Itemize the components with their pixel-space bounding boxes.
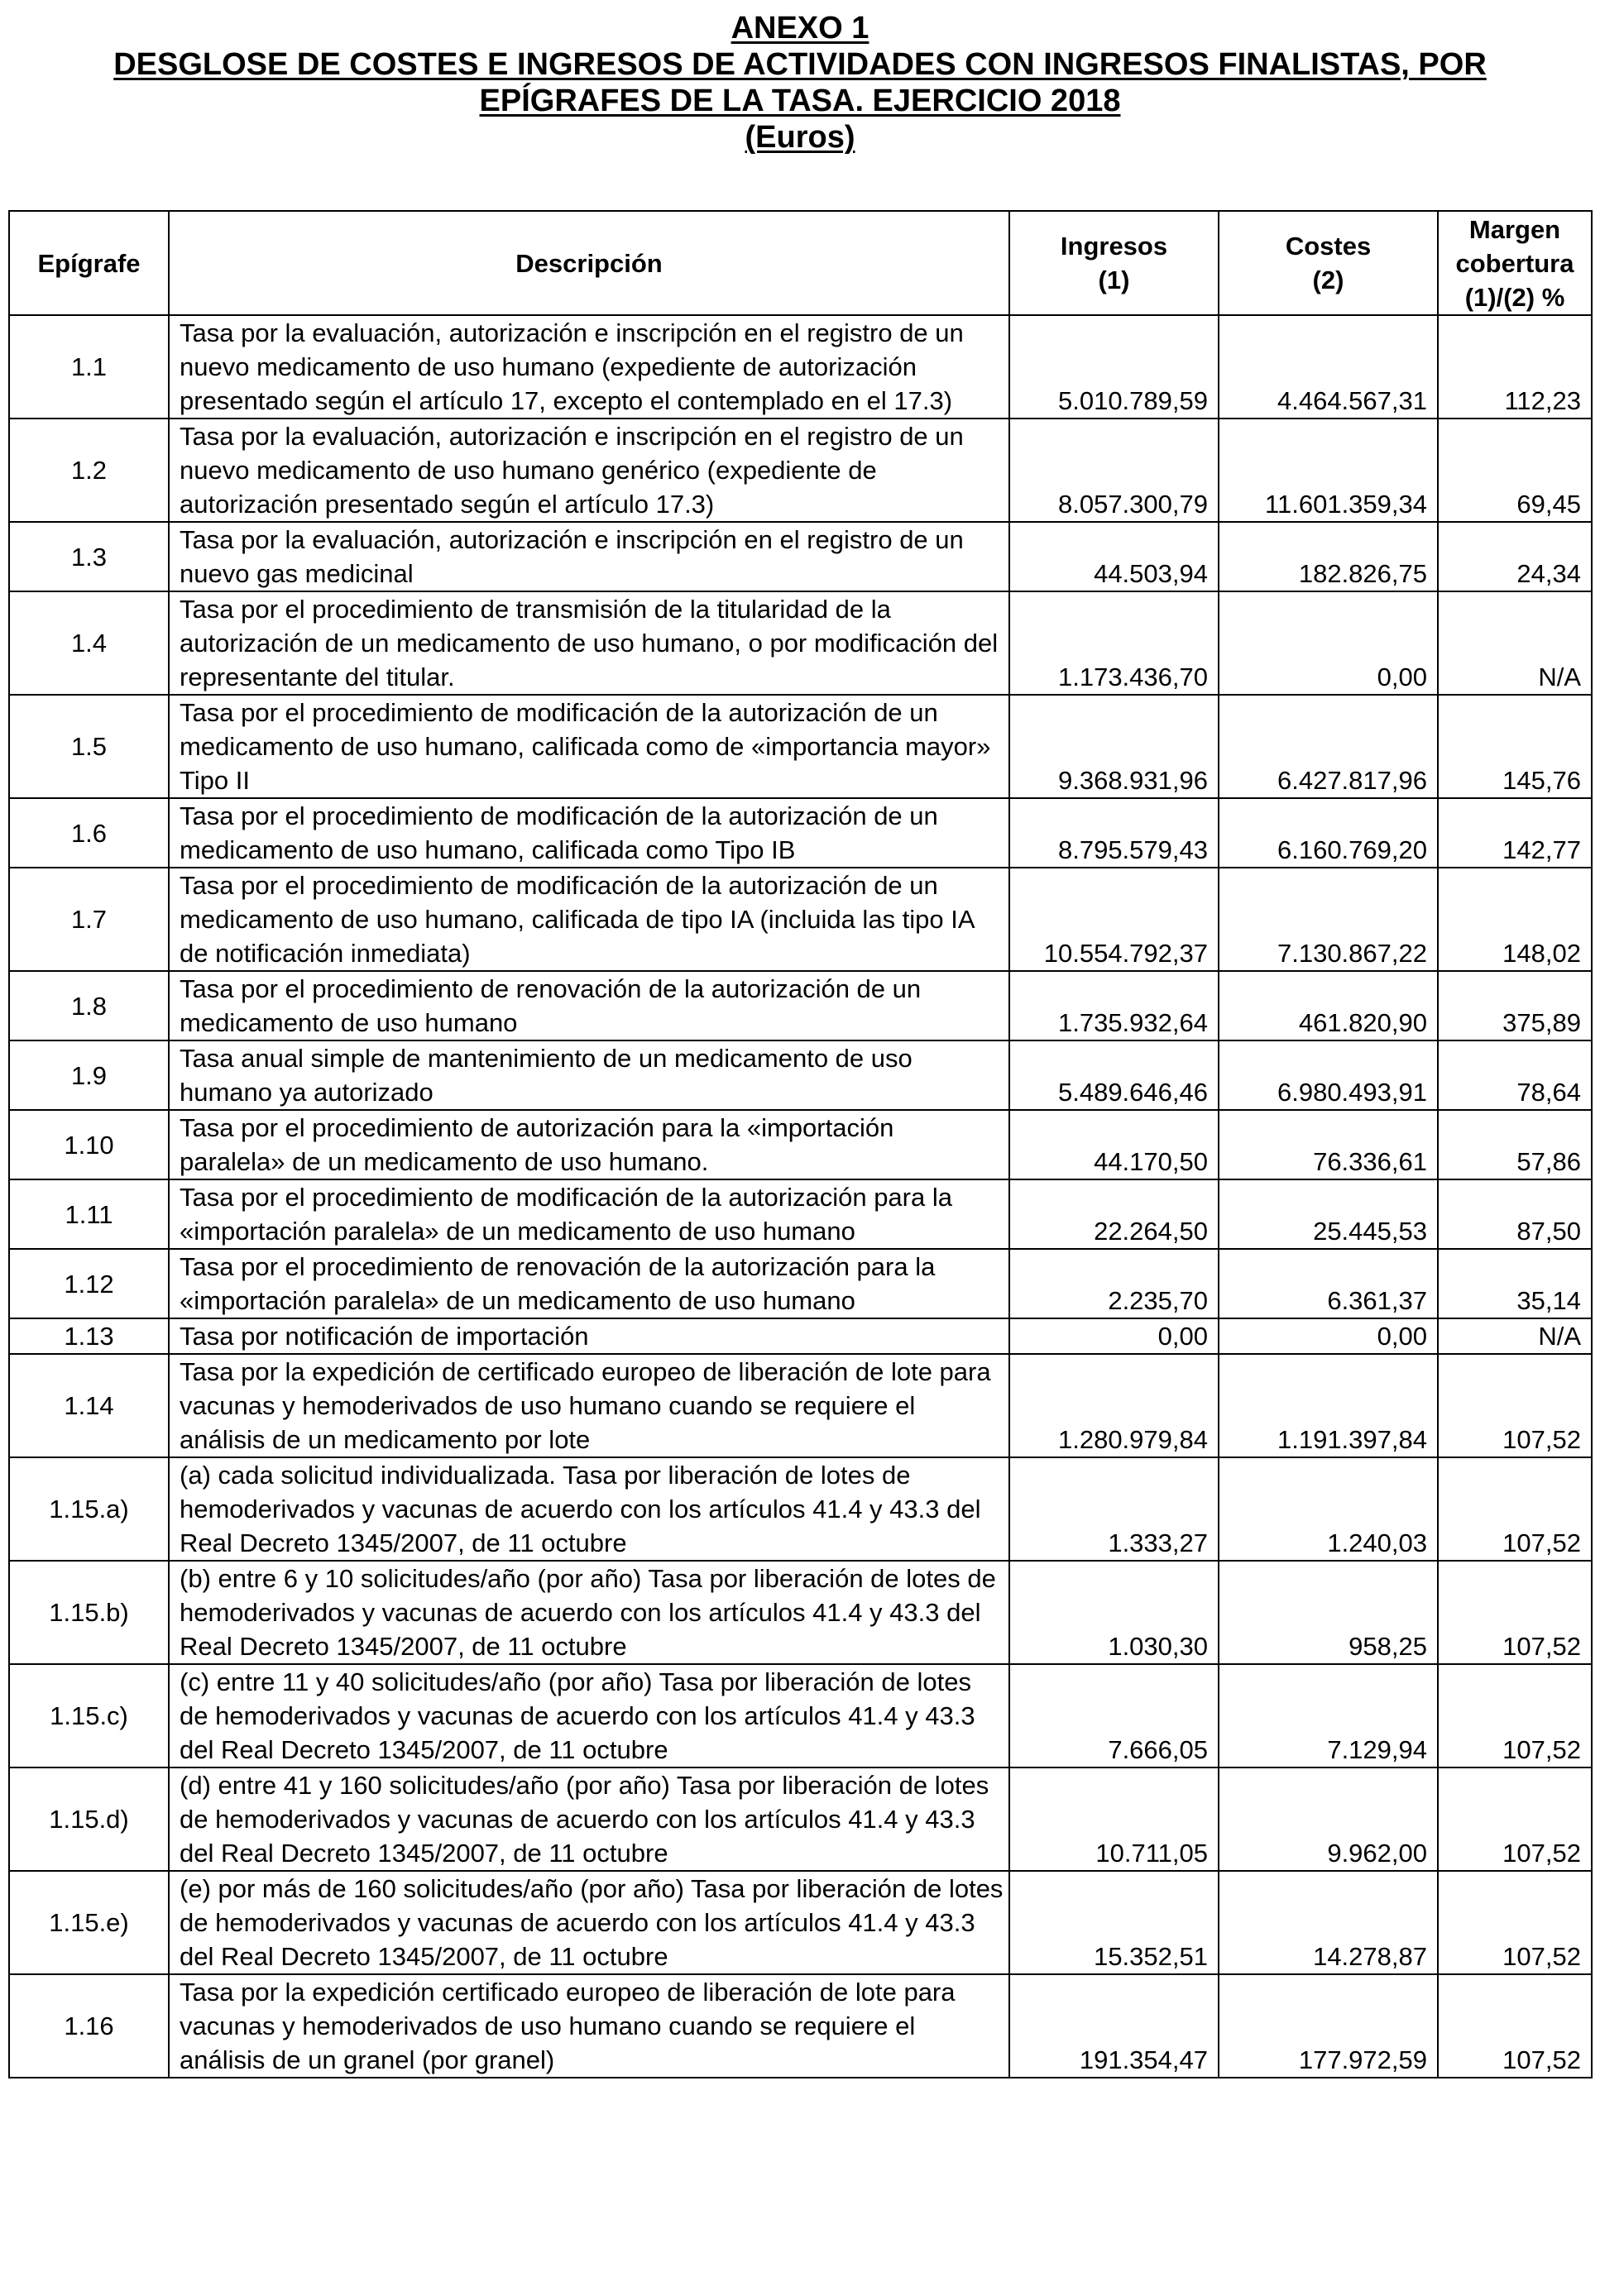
descripcion-cell: Tasa por la expedición certificado europeo de liberación de lote para vacunas y hemoderivados de uso humano cuando se requiere el análisis de un granel (por granel) <box>169 1974 1009 2078</box>
costes-cell: 7.130.867,22 <box>1219 868 1438 971</box>
epigrafe-cell: 1.15.d) <box>9 1767 169 1871</box>
ingresos-cell: 8.057.300,79 <box>1009 419 1219 522</box>
costes-cell: 958,25 <box>1219 1561 1438 1664</box>
ingresos-cell: 1.173.436,70 <box>1009 591 1219 695</box>
descripcion-cell: Tasa anual simple de mantenimiento de un medicamento de uso humano ya autorizado <box>169 1040 1009 1110</box>
ingresos-cell: 10.554.792,37 <box>1009 868 1219 971</box>
ingresos-cell: 15.352,51 <box>1009 1871 1219 1974</box>
epigrafe-cell: 1.15.c) <box>9 1664 169 1767</box>
margen-cell: 107,52 <box>1438 1354 1592 1457</box>
ingresos-cell: 1.333,27 <box>1009 1457 1219 1561</box>
table-row <box>9 419 1592 522</box>
column-header-costes: Costes (2) <box>1219 211 1438 315</box>
costes-cell: 6.160.769,20 <box>1219 798 1438 868</box>
ingresos-cell: 44.503,94 <box>1009 522 1219 591</box>
epigrafe-cell: 1.5 <box>9 695 169 798</box>
epigrafe-cell: 1.15.b) <box>9 1561 169 1664</box>
margen-cell: 78,64 <box>1438 1040 1592 1110</box>
table-row <box>9 1561 1592 1664</box>
table-row <box>9 1318 1592 1354</box>
column-header-margen: Margen cobertura (1)/(2) % <box>1438 211 1592 315</box>
descripcion-cell: (e) por más de 160 solicitudes/año (por año) Tasa por liberación de lotes de hemoderivados y vacunas de acuerdo con los artículos 41.4 y 43.3 del Real Decreto 1345/2007, de 11 octubre <box>169 1871 1009 1974</box>
margen-cell: 87,50 <box>1438 1179 1592 1249</box>
ingresos-cell: 0,00 <box>1009 1318 1219 1354</box>
table-row <box>9 1457 1592 1561</box>
costes-cell: 7.129,94 <box>1219 1664 1438 1767</box>
descripcion-cell: Tasa por el procedimiento de transmisión de la titularidad de la autorización de un medicamento de uso humano, o por modificación del representante del titular. <box>169 591 1009 695</box>
table-row <box>9 1974 1592 2078</box>
epigrafe-cell: 1.6 <box>9 798 169 868</box>
ingresos-cell: 5.010.789,59 <box>1009 315 1219 419</box>
table-row <box>9 798 1592 868</box>
table-row <box>9 1110 1592 1179</box>
ingresos-cell: 191.354,47 <box>1009 1974 1219 2078</box>
epigrafe-cell: 1.15.e) <box>9 1871 169 1974</box>
margen-cell: 107,52 <box>1438 1664 1592 1767</box>
table-row <box>9 1664 1592 1767</box>
costes-cell: 9.962,00 <box>1219 1767 1438 1871</box>
ingresos-cell: 1.280.979,84 <box>1009 1354 1219 1457</box>
margen-cell: 57,86 <box>1438 1110 1592 1179</box>
costes-cell: 0,00 <box>1219 1318 1438 1354</box>
table-row <box>9 971 1592 1040</box>
table-row <box>9 1767 1592 1871</box>
ingresos-cell: 22.264,50 <box>1009 1179 1219 1249</box>
descripcion-cell: Tasa por el procedimiento de modificación de la autorización de un medicamento de uso humano, calificada como de «importancia mayor» Tipo II <box>169 695 1009 798</box>
ingresos-cell: 1.735.932,64 <box>1009 971 1219 1040</box>
costes-cell: 11.601.359,34 <box>1219 419 1438 522</box>
margen-cell: 145,76 <box>1438 695 1592 798</box>
margen-cell: 112,23 <box>1438 315 1592 419</box>
costes-cell: 4.464.567,31 <box>1219 315 1438 419</box>
margen-cell: 107,52 <box>1438 1561 1592 1664</box>
costes-cell: 1.191.397,84 <box>1219 1354 1438 1457</box>
table-row <box>9 695 1592 798</box>
costes-cell: 182.826,75 <box>1219 522 1438 591</box>
descripcion-cell: (d) entre 41 y 160 solicitudes/año (por año) Tasa por liberación de lotes de hemoderivados y vacunas de acuerdo con los artículos 41.4 y 43.3 del Real Decreto 1345/2007, de 11 octubre <box>169 1767 1009 1871</box>
margen-cell: N/A <box>1438 1318 1592 1354</box>
descripcion-cell: Tasa por la evaluación, autorización e inscripción en el registro de un nuevo medicamento de uso humano genérico (expediente de autorización presentado según el artículo 17.3) <box>169 419 1009 522</box>
column-header-ingresos: Ingresos (1) <box>1009 211 1219 315</box>
costes-cell: 6.427.817,96 <box>1219 695 1438 798</box>
table-row <box>9 1040 1592 1110</box>
costes-cell: 6.980.493,91 <box>1219 1040 1438 1110</box>
costes-cell: 25.445,53 <box>1219 1179 1438 1249</box>
ingresos-cell: 5.489.646,46 <box>1009 1040 1219 1110</box>
table-row <box>9 315 1592 419</box>
epigrafe-cell: 1.7 <box>9 868 169 971</box>
costes-cell: 1.240,03 <box>1219 1457 1438 1561</box>
costes-cell: 461.820,90 <box>1219 971 1438 1040</box>
ingresos-cell: 7.666,05 <box>1009 1664 1219 1767</box>
table-row <box>9 522 1592 591</box>
ingresos-cell: 44.170,50 <box>1009 1110 1219 1179</box>
costes-cell: 14.278,87 <box>1219 1871 1438 1974</box>
ingresos-cell: 9.368.931,96 <box>1009 695 1219 798</box>
descripcion-cell: Tasa por el procedimiento de modificación de la autorización de un medicamento de uso humano, calificada de tipo IA (incluida las tipo IA de notificación inmediata) <box>169 868 1009 971</box>
epigrafe-cell: 1.9 <box>9 1040 169 1110</box>
costes-cell: 0,00 <box>1219 591 1438 695</box>
epigrafe-cell: 1.13 <box>9 1318 169 1354</box>
margen-cell: 35,14 <box>1438 1249 1592 1318</box>
descripcion-cell: Tasa por el procedimiento de modificación de la autorización para la «importación paralela» de un medicamento de uso humano <box>169 1179 1009 1249</box>
descripcion-cell: Tasa por el procedimiento de modificación de la autorización de un medicamento de uso humano, calificada como Tipo IB <box>169 798 1009 868</box>
costes-cell: 6.361,37 <box>1219 1249 1438 1318</box>
margen-cell: 148,02 <box>1438 868 1592 971</box>
costes-cell: 76.336,61 <box>1219 1110 1438 1179</box>
table-row <box>9 591 1592 695</box>
table-row <box>9 1179 1592 1249</box>
descripcion-cell: Tasa por notificación de importación <box>169 1318 1009 1354</box>
descripcion-cell: Tasa por la evaluación, autorización e inscripción en el registro de un nuevo medicamento de uso humano (expediente de autorización presentado según el artículo 17, excepto el contemplado en el 17.3) <box>169 315 1009 419</box>
descripcion-cell: Tasa por el procedimiento de renovación de la autorización de un medicamento de uso humano <box>169 971 1009 1040</box>
epigrafe-cell: 1.8 <box>9 971 169 1040</box>
table-body <box>9 315 1592 2078</box>
epigrafe-cell: 1.15.a) <box>9 1457 169 1561</box>
table-header-row <box>9 211 1592 315</box>
margen-cell: 107,52 <box>1438 1457 1592 1561</box>
ingresos-cell: 2.235,70 <box>1009 1249 1219 1318</box>
margen-cell: 24,34 <box>1438 522 1592 591</box>
epigrafe-cell: 1.12 <box>9 1249 169 1318</box>
descripcion-cell: Tasa por la expedición de certificado europeo de liberación de lote para vacunas y hemoderivados de uso humano cuando se requiere el análisis de un medicamento por lote <box>169 1354 1009 1457</box>
annex-title: ANEXO 1 <box>731 11 869 45</box>
margen-cell: 69,45 <box>1438 419 1592 522</box>
costs-income-table <box>8 210 1593 2078</box>
epigrafe-cell: 1.11 <box>9 1179 169 1249</box>
costes-cell: 177.972,59 <box>1219 1974 1438 2078</box>
table-row <box>9 1249 1592 1318</box>
descripcion-cell: Tasa por la evaluación, autorización e inscripción en el registro de un nuevo gas medicinal <box>169 522 1009 591</box>
table-row <box>9 868 1592 971</box>
margen-cell: 107,52 <box>1438 1767 1592 1871</box>
margen-cell: 107,52 <box>1438 1871 1592 1974</box>
epigrafe-cell: 1.1 <box>9 315 169 419</box>
document-title-line-1: DESGLOSE DE COSTES E INGRESOS DE ACTIVIDADES CON INGRESOS FINALISTAS, POR <box>113 47 1487 82</box>
ingresos-cell: 8.795.579,43 <box>1009 798 1219 868</box>
descripcion-cell: (a) cada solicitud individualizada. Tasa por liberación de lotes de hemoderivados y vacunas de acuerdo con los artículos 41.4 y 43.3 del Real Decreto 1345/2007, de 11 octubre <box>169 1457 1009 1561</box>
descripcion-cell: (c) entre 11 y 40 solicitudes/año (por año) Tasa por liberación de lotes de hemoderivados y vacunas de acuerdo con los artículos 41.4 y 43.3 del Real Decreto 1345/2007, de 11 octubre <box>169 1664 1009 1767</box>
ingresos-cell: 10.711,05 <box>1009 1767 1219 1871</box>
margen-cell: 375,89 <box>1438 971 1592 1040</box>
table-row <box>9 1871 1592 1974</box>
table-row <box>9 1354 1592 1457</box>
epigrafe-cell: 1.16 <box>9 1974 169 2078</box>
column-header-descripcion: Descripción <box>169 211 1009 315</box>
document-title-line-2: EPÍGRAFES DE LA TASA. EJERCICIO 2018 <box>479 84 1121 118</box>
descripcion-cell: Tasa por el procedimiento de renovación de la autorización para la «importación paralela» de un medicamento de uso humano <box>169 1249 1009 1318</box>
margen-cell: N/A <box>1438 591 1592 695</box>
epigrafe-cell: 1.4 <box>9 591 169 695</box>
epigrafe-cell: 1.14 <box>9 1354 169 1457</box>
descripcion-cell: (b) entre 6 y 10 solicitudes/año (por año) Tasa por liberación de lotes de hemoderivados y vacunas de acuerdo con los artículos 41.4 y 43.3 del Real Decreto 1345/2007, de 11 octubre <box>169 1561 1009 1664</box>
document-header <box>0 10 1600 155</box>
margen-cell: 107,52 <box>1438 1974 1592 2078</box>
descripcion-cell: Tasa por el procedimiento de autorización para la «importación paralela» de un medicamento de uso humano. <box>169 1110 1009 1179</box>
epigrafe-cell: 1.3 <box>9 522 169 591</box>
epigrafe-cell: 1.2 <box>9 419 169 522</box>
column-header-epigrafe: Epígrafe <box>9 211 169 315</box>
margen-cell: 142,77 <box>1438 798 1592 868</box>
epigrafe-cell: 1.10 <box>9 1110 169 1179</box>
ingresos-cell: 1.030,30 <box>1009 1561 1219 1664</box>
currency-note: (Euros) <box>745 120 855 155</box>
